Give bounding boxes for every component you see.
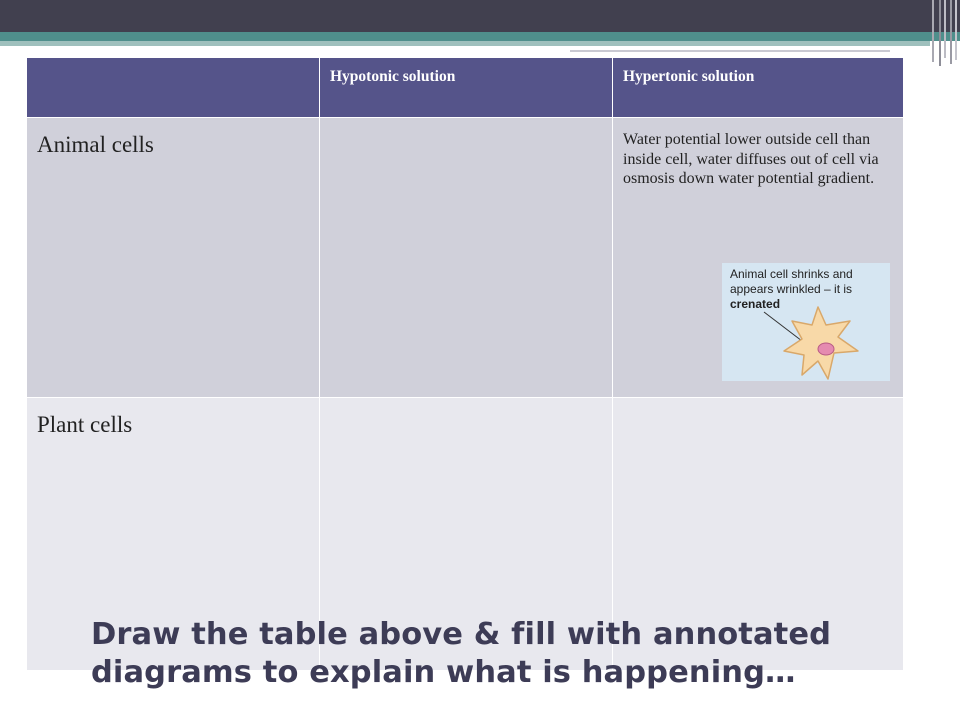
- crenated-term: crenated: [730, 297, 781, 311]
- header-cell-empty: [27, 58, 320, 118]
- slide-accent-bar: [0, 32, 960, 41]
- corner-ornament-line: [932, 0, 934, 62]
- corner-ornament-line: [950, 0, 952, 64]
- corner-ornament-line: [939, 0, 941, 66]
- header-hypotonic: Hypotonic solution: [320, 58, 613, 118]
- figure-caption-line: Animal cell shrinks and: [730, 267, 853, 281]
- slide-top-bar: [0, 0, 960, 32]
- crenated-cell-figure: [722, 263, 890, 381]
- instruction-line-2: diagrams to explain what is happening…: [91, 655, 796, 690]
- slide-divider: [0, 47, 570, 50]
- slide-accent-bar-light: [0, 41, 930, 46]
- crenated-cell-shape: [784, 307, 858, 379]
- instruction-text: [91, 616, 931, 692]
- figure-caption-term: [730, 297, 888, 312]
- slide-divider-thin: [570, 50, 890, 52]
- cell-animal-hypotonic: [320, 118, 613, 398]
- instruction-line-1: Draw the table above & fill with annotated: [91, 617, 832, 652]
- row-label-animal: Animal cells: [27, 118, 320, 398]
- header-hypertonic: Hypertonic solution: [613, 58, 904, 118]
- corner-ornament-line: [955, 0, 957, 60]
- figure-caption-line: appears wrinkled – it is: [730, 282, 853, 296]
- nucleus-shape: [818, 343, 834, 355]
- figure-caption: [730, 267, 888, 312]
- row-label-plant: Plant cells: [27, 398, 320, 671]
- corner-ornament-line: [944, 0, 946, 58]
- table-header-row: [27, 58, 904, 118]
- cell-animal-hypertonic: Water potential lower outside cell than inside cell, water diffuses out of cell via osmosis down water potential gradient.: [613, 118, 904, 398]
